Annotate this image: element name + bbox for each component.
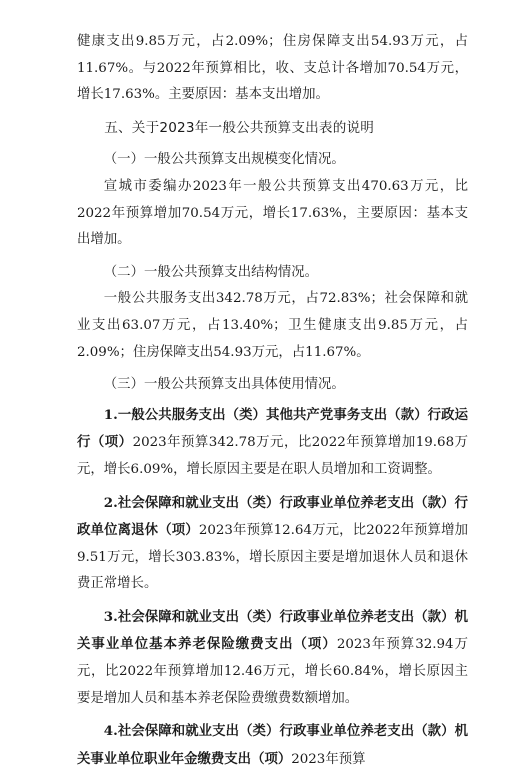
item-4-text: 2023年预算 (291, 751, 366, 767)
item-3-title: 3.社会保障和就业支出（类）行政事业单位养老支出（款）机关事业单位基本养老保险缴费支出（项） (77, 608, 468, 653)
subheading-1: （一）一般公共预算支出规模变化情况。 (103, 152, 345, 168)
item-4-title: 4.社会保障和就业支出（类）行政事业单位养老支出（款）机关事业单位职业年金缴费支出（项） (77, 723, 468, 767)
item-1-text: 2023年预算342.78万元，比2022年预算增加19.68万元，增长6.09%，增长原因主要是在职人员增加和工资调整。 (77, 435, 468, 477)
item-1-title: 1.一般公共服务支出（类）其他共产党事务支出（款）行政运行（项） (77, 406, 468, 451)
item-2-text: 2023年预算12.64万元，比2022年预算增加9.51万元，增长303.83%，增长原因主要是增加退休人员和退休费正常增长。 (77, 523, 468, 592)
paragraph-structure: 一般公共服务支出342.78万元，占72.83%；社会保障和就业支出63.07万元，占13.40%；卫生健康支出9.85万元，占2.09%；住房保障支出54.93万元，占11.67%。 (77, 291, 468, 360)
item-1 (77, 402, 468, 484)
item-4 (77, 718, 468, 773)
section-heading-5: 五、关于2023年一般公共预算支出表的说明 (104, 119, 375, 136)
paragraph-continued: 健康支出9.85万元，占2.09%；住房保障支出54.93万元，占11.67%。与2022年预算相比，收、支总计各增加70.54万元，增长17.63%。主要原因：基本支出增加。 (77, 34, 468, 103)
item-2 (77, 490, 468, 598)
item-2-title: 2.社会保障和就业支出（类）行政事业单位养老支出（款）行政单位离退休（项） (77, 494, 468, 539)
paragraph-scale: 宣城市委编办2023年一般公共预算支出470.63万元，比2022年预算增加70.54万元，增长17.63%，主要原因：基本支出增加。 (77, 178, 468, 248)
item-3-text: 2023年预算32.94万元，比2022年预算增加12.46万元，增长60.84%，增长原因主要是增加人员和基本养老保险费缴费数额增加。 (77, 637, 469, 706)
subheading-3: （三）一般公共预算支出具体使用情况。 (103, 377, 345, 393)
item-3 (77, 604, 468, 712)
subheading-2: （二）一般公共预算支出结构情况。 (103, 264, 319, 280)
